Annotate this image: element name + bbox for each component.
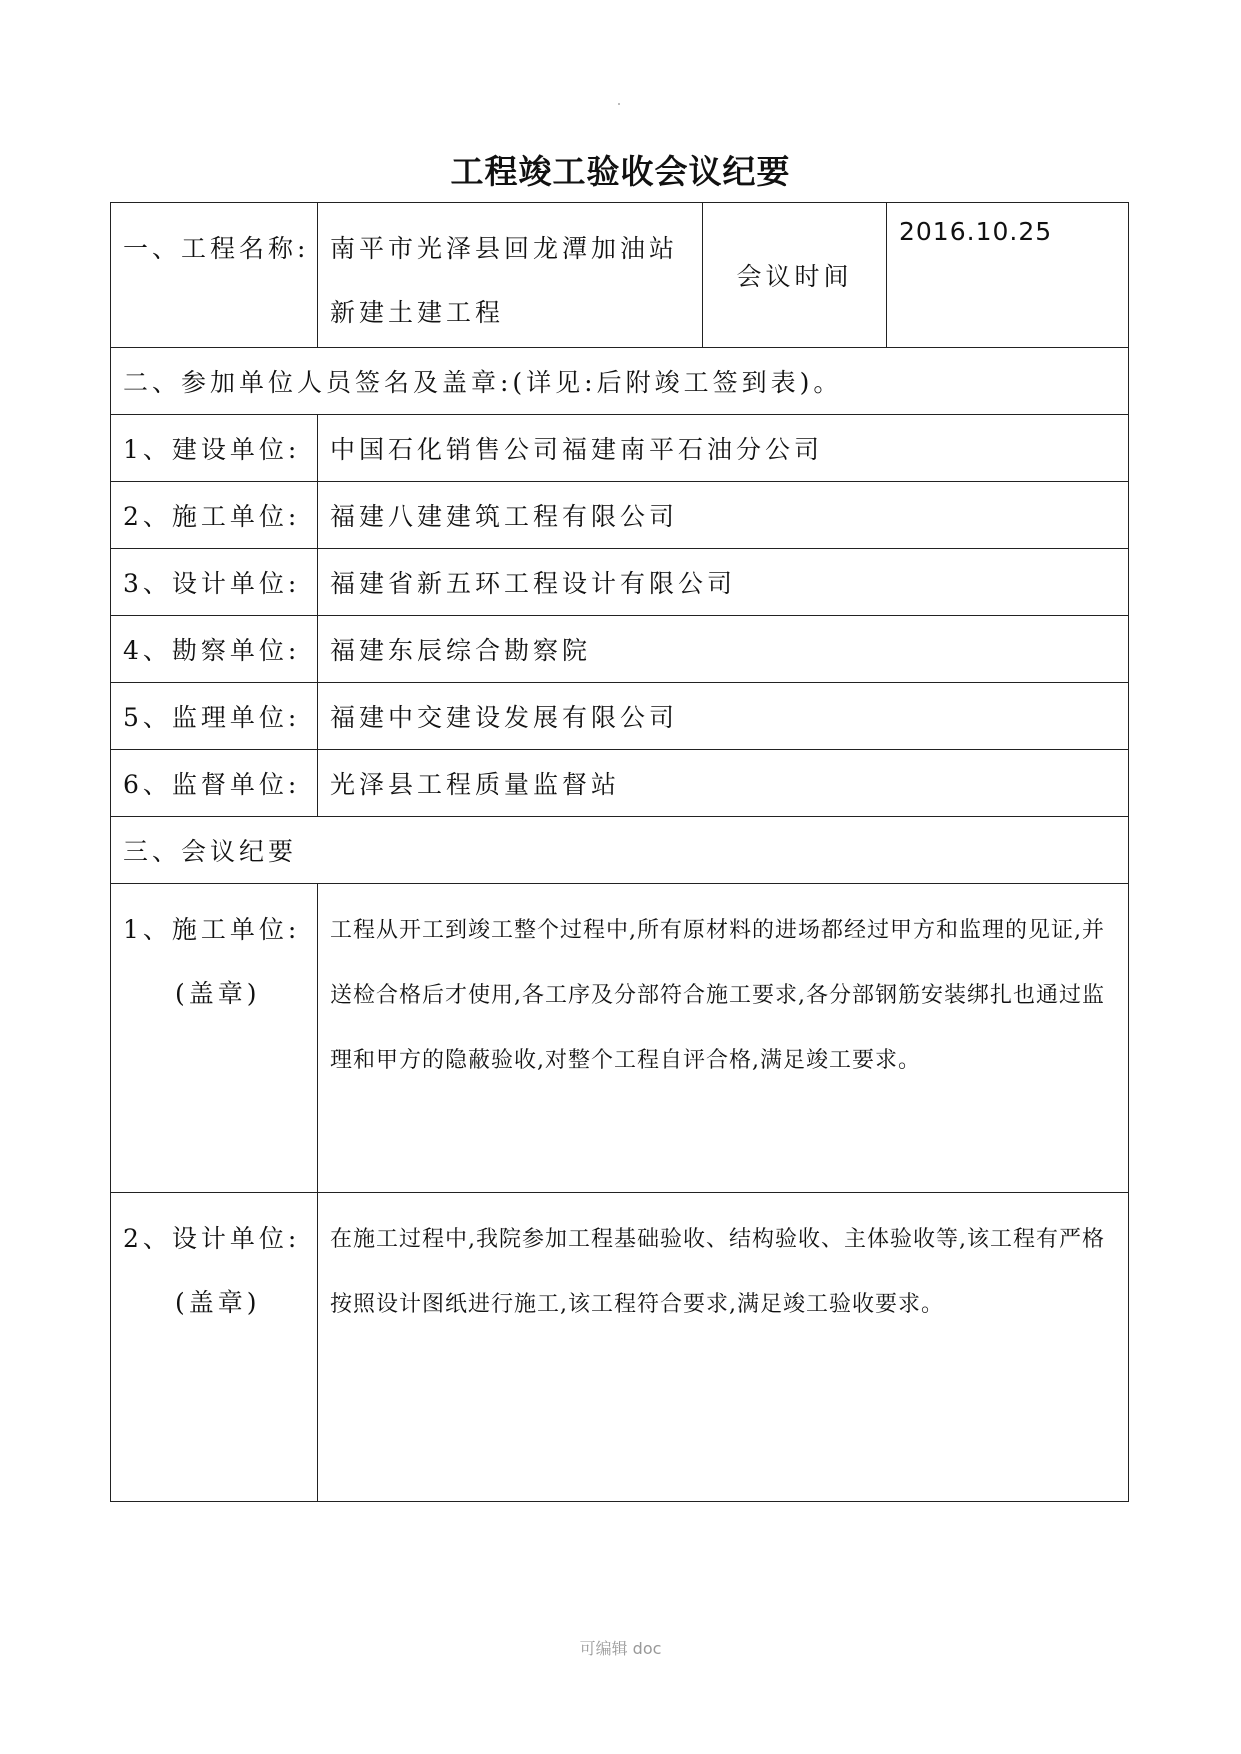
- minutes-row: [111, 1193, 1129, 1502]
- unit-row: [111, 482, 1129, 549]
- stamp-note: (盖章): [175, 1288, 261, 1317]
- page-title: 工程竣工验收会议纪要: [450, 152, 791, 191]
- unit-label: 2、施工单位:: [111, 482, 318, 549]
- unit-value: 光泽县工程质量监督站: [318, 750, 1129, 817]
- minutes-row: [111, 884, 1129, 1193]
- project-row: [111, 203, 1129, 348]
- unit-value: 福建中交建设发展有限公司: [318, 683, 1129, 750]
- unit-value: 中国石化销售公司福建南平石油分公司: [318, 415, 1129, 482]
- participants-heading: 二、参加单位人员签名及盖章:(详见:后附竣工签到表)。: [111, 348, 1129, 415]
- unit-value: 福建东辰综合勘察院: [318, 616, 1129, 683]
- unit-label: 1、建设单位:: [111, 415, 318, 482]
- unit-row: [111, 415, 1129, 482]
- unit-label: 5、监理单位:: [111, 683, 318, 750]
- project-name-label: 一、工程名称:: [111, 203, 318, 348]
- unit-row: [111, 549, 1129, 616]
- unit-label: 3、设计单位:: [111, 549, 318, 616]
- minutes-label-cell: [111, 884, 318, 1193]
- minutes-label-cell: [111, 1193, 318, 1502]
- footer-note: 可编辑 doc: [579, 1639, 662, 1658]
- minutes-text: 在施工过程中,我院参加工程基础验收、结构验收、主体验收等,该工程有严格按照设计图纸进行施工,该工程符合要求,满足竣工验收要求。: [318, 1193, 1129, 1502]
- minutes-table: [110, 202, 1129, 1502]
- unit-row: [111, 683, 1129, 750]
- unit-value: 福建省新五环工程设计有限公司: [318, 549, 1129, 616]
- decorative-dot: [618, 103, 620, 105]
- meeting-time-value: 2016.10.25: [887, 203, 1129, 348]
- unit-value: 福建八建建筑工程有限公司: [318, 482, 1129, 549]
- unit-row: [111, 750, 1129, 817]
- stamp-note: (盖章): [175, 979, 261, 1008]
- minutes-text: 工程从开工到竣工整个过程中,所有原材料的进场都经过甲方和监理的见证,并送检合格后才使用,各工序及分部符合施工要求,各分部钢筋安装绑扎也通过监理和甲方的隐蔽验收,对整个工程自评合格,满足竣工要求。: [318, 884, 1129, 1193]
- minutes-heading: 三、会议纪要: [111, 817, 1129, 884]
- project-name-value: 南平市光泽县回龙潭加油站新建土建工程: [318, 203, 703, 348]
- minutes-heading-row: [111, 817, 1129, 884]
- meeting-time-label: 会议时间: [703, 203, 887, 348]
- minutes-unit-label: 2、设计单位:: [123, 1224, 301, 1253]
- participants-heading-row: [111, 348, 1129, 415]
- unit-label: 6、监督单位:: [111, 750, 318, 817]
- unit-row: [111, 616, 1129, 683]
- minutes-unit-label: 1、施工单位:: [123, 915, 301, 944]
- unit-label: 4、勘察单位:: [111, 616, 318, 683]
